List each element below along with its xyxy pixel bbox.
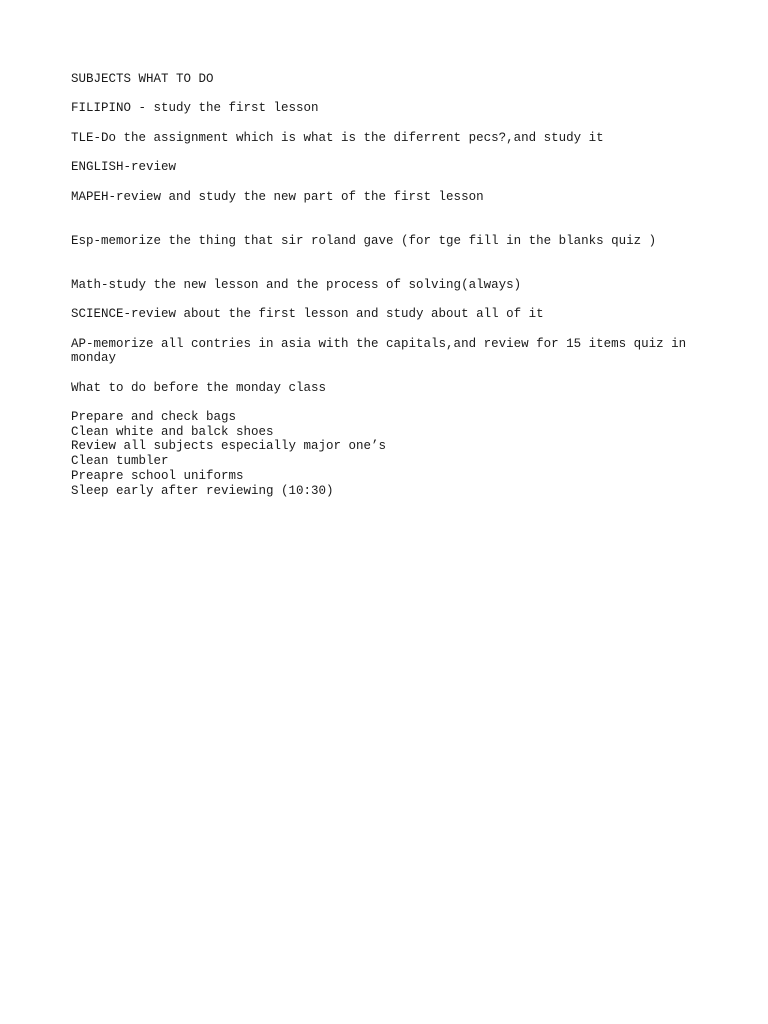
before-class-checklist: [71, 410, 711, 498]
subject-english: ENGLISH-review: [71, 160, 177, 175]
checklist-item: Prepare and check bags: [71, 410, 237, 425]
before-class-heading: What to do before the monday class: [71, 380, 327, 395]
subject-filipino: FILIPINO - study the first lesson: [71, 101, 319, 116]
checklist-item: Clean white and balck shoes: [71, 424, 274, 439]
subject-science: SCIENCE-review about the first lesson and study about all of it: [71, 307, 544, 322]
subject-ap: AP-memorize all contries in asia with the capitals,and review for 15 items quiz in monday: [71, 336, 694, 366]
checklist-item: Clean tumbler: [71, 454, 169, 469]
checklist-item: Preapre school uniforms: [71, 468, 244, 483]
checklist-item: Review all subjects especially major one’s: [71, 439, 387, 454]
subject-math: Math-study the new lesson and the process of solving(always): [71, 277, 522, 292]
subject-mapeh: MAPEH-review and study the new part of the first lesson: [71, 189, 484, 204]
checklist-item: Sleep early after reviewing (10:30): [71, 483, 334, 498]
document-page: [71, 72, 711, 498]
subject-tle: TLE-Do the assignment which is what is the diferrent pecs?,and study it: [71, 130, 604, 145]
subjects-heading: SUBJECTS WHAT TO DO: [71, 72, 214, 86]
subject-esp: Esp-memorize the thing that sir roland gave (for tge fill in the blanks quiz ): [71, 233, 657, 248]
